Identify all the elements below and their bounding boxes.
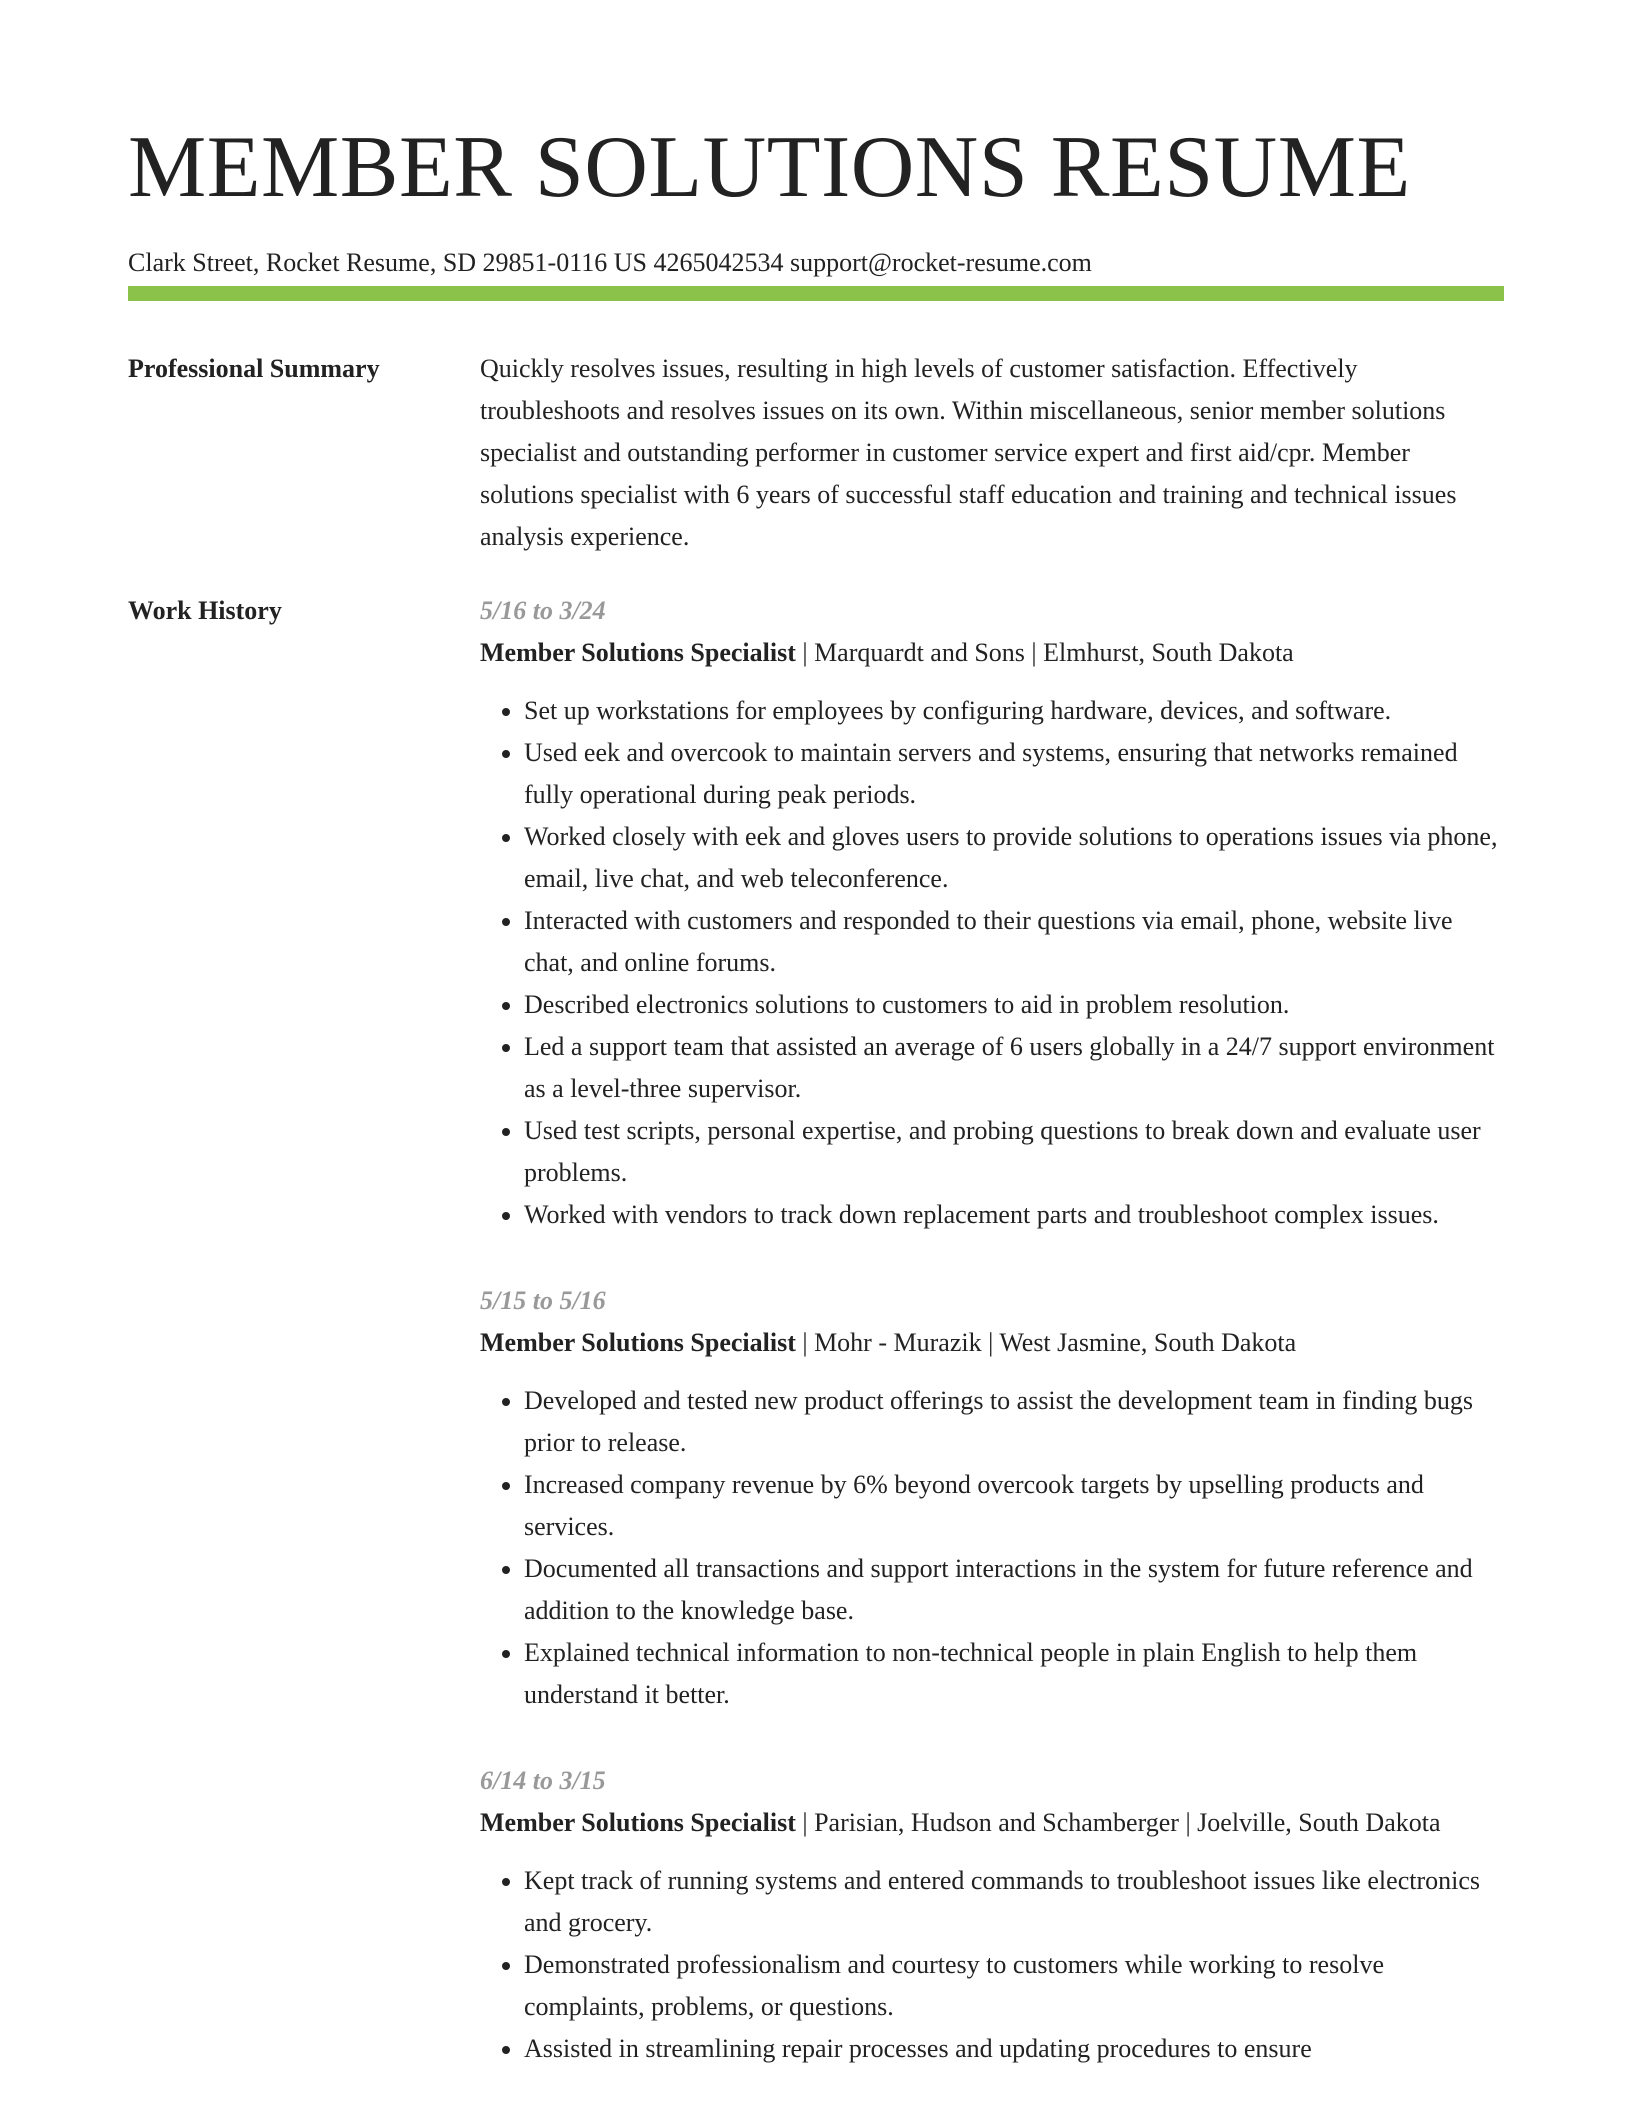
- job-bullet: • Kept track of running systems and entered commands to troubleshoot issues like electronics and grocery.: [524, 1860, 1504, 1944]
- job-bullet: • Used test scripts, personal expertise, and probing questions to break down and evaluate user problems.: [524, 1110, 1504, 1194]
- job-bullet: • Worked closely with eek and gloves users to provide solutions to operations issues via phone, email, live chat, and web teleconference.: [524, 816, 1504, 900]
- job-title: Member Solutions Specialist: [480, 1328, 796, 1357]
- job-details: | Mohr - Murazik | West Jasmine, South Dakota: [795, 1328, 1297, 1357]
- job-bullet: • Described electronics solutions to customers to aid in problem resolution.: [524, 984, 1504, 1026]
- job-title: Member Solutions Specialist: [480, 1808, 796, 1837]
- professional-summary-body: [480, 348, 1504, 558]
- job-bullet: • Worked with vendors to track down replacement parts and troubleshoot complex issues.: [524, 1194, 1504, 1236]
- job-bullet: • Used eek and overcook to maintain servers and systems, ensuring that networks remained fully operational during peak periods.: [524, 732, 1504, 816]
- job-title-line: [480, 1802, 1504, 1844]
- job-bullet: • Interacted with customers and responded to their questions via email, phone, website live chat, and online forums.: [524, 900, 1504, 984]
- section-label-work-history: Work History: [128, 596, 282, 625]
- job-bullet: • Documented all transactions and support interactions in the system for future reference and addition to the knowledge base.: [524, 1548, 1504, 1632]
- contact-info: Clark Street, Rocket Resume, SD 29851-0116 US 4265042534 support@rocket-resume.com: [128, 248, 1092, 277]
- resume-title: MEMBER SOLUTIONS RESUME: [128, 119, 1411, 216]
- job-bullet: • Assisted in streamlining repair processes and updating procedures to ensure: [524, 2028, 1504, 2070]
- job-bullet: • Increased company revenue by 6% beyond overcook targets by upselling products and services.: [524, 1464, 1504, 1548]
- job-title-line: [480, 632, 1504, 674]
- job-bullet: • Explained technical information to non-technical people in plain English to help them understand it better.: [524, 1632, 1504, 1716]
- summary-text: Quickly resolves issues, resulting in high levels of customer satisfaction. Effectively troubleshoots and resolves issues on its own. Within miscellaneous, senior member solutions specialist and outstanding performer in customer service expert and first aid/cpr. Member solutions specialist with 6 years of successful staff education and training and technical issues analysis experience.: [480, 354, 1457, 551]
- job-bullet: • Developed and tested new product offerings to assist the development team in finding bugs prior to release.: [524, 1380, 1504, 1464]
- job-title: Member Solutions Specialist: [480, 638, 796, 667]
- job-bullet: • Set up workstations for employees by configuring hardware, devices, and software.: [524, 690, 1504, 732]
- job-bullets: [480, 1380, 1504, 1716]
- job-entry: [480, 1760, 1504, 2070]
- header-divider: [128, 286, 1504, 301]
- job-entry: [480, 590, 1504, 1236]
- job-dates: 6/14 to 3/15: [480, 1766, 606, 1795]
- job-title-line: [480, 1322, 1504, 1364]
- work-history-body: [480, 590, 1504, 2112]
- job-dates: 5/15 to 5/16: [480, 1286, 606, 1315]
- job-bullet: • Led a support team that assisted an average of 6 users globally in a 24/7 support environment as a level-three supervisor.: [524, 1026, 1504, 1110]
- job-details: | Parisian, Hudson and Schamberger | Joelville, South Dakota: [795, 1808, 1441, 1837]
- job-bullets: [480, 690, 1504, 1236]
- section-label-professional-summary: Professional Summary: [128, 354, 380, 383]
- job-details: | Marquardt and Sons | Elmhurst, South Dakota: [795, 638, 1294, 667]
- job-dates: 5/16 to 3/24: [480, 596, 606, 625]
- job-entry: [480, 1280, 1504, 1716]
- job-bullets: [480, 1860, 1504, 2070]
- job-bullet: • Demonstrated professionalism and courtesy to customers while working to resolve complaints, problems, or questions.: [524, 1944, 1504, 2028]
- resume-header: [128, 118, 1504, 280]
